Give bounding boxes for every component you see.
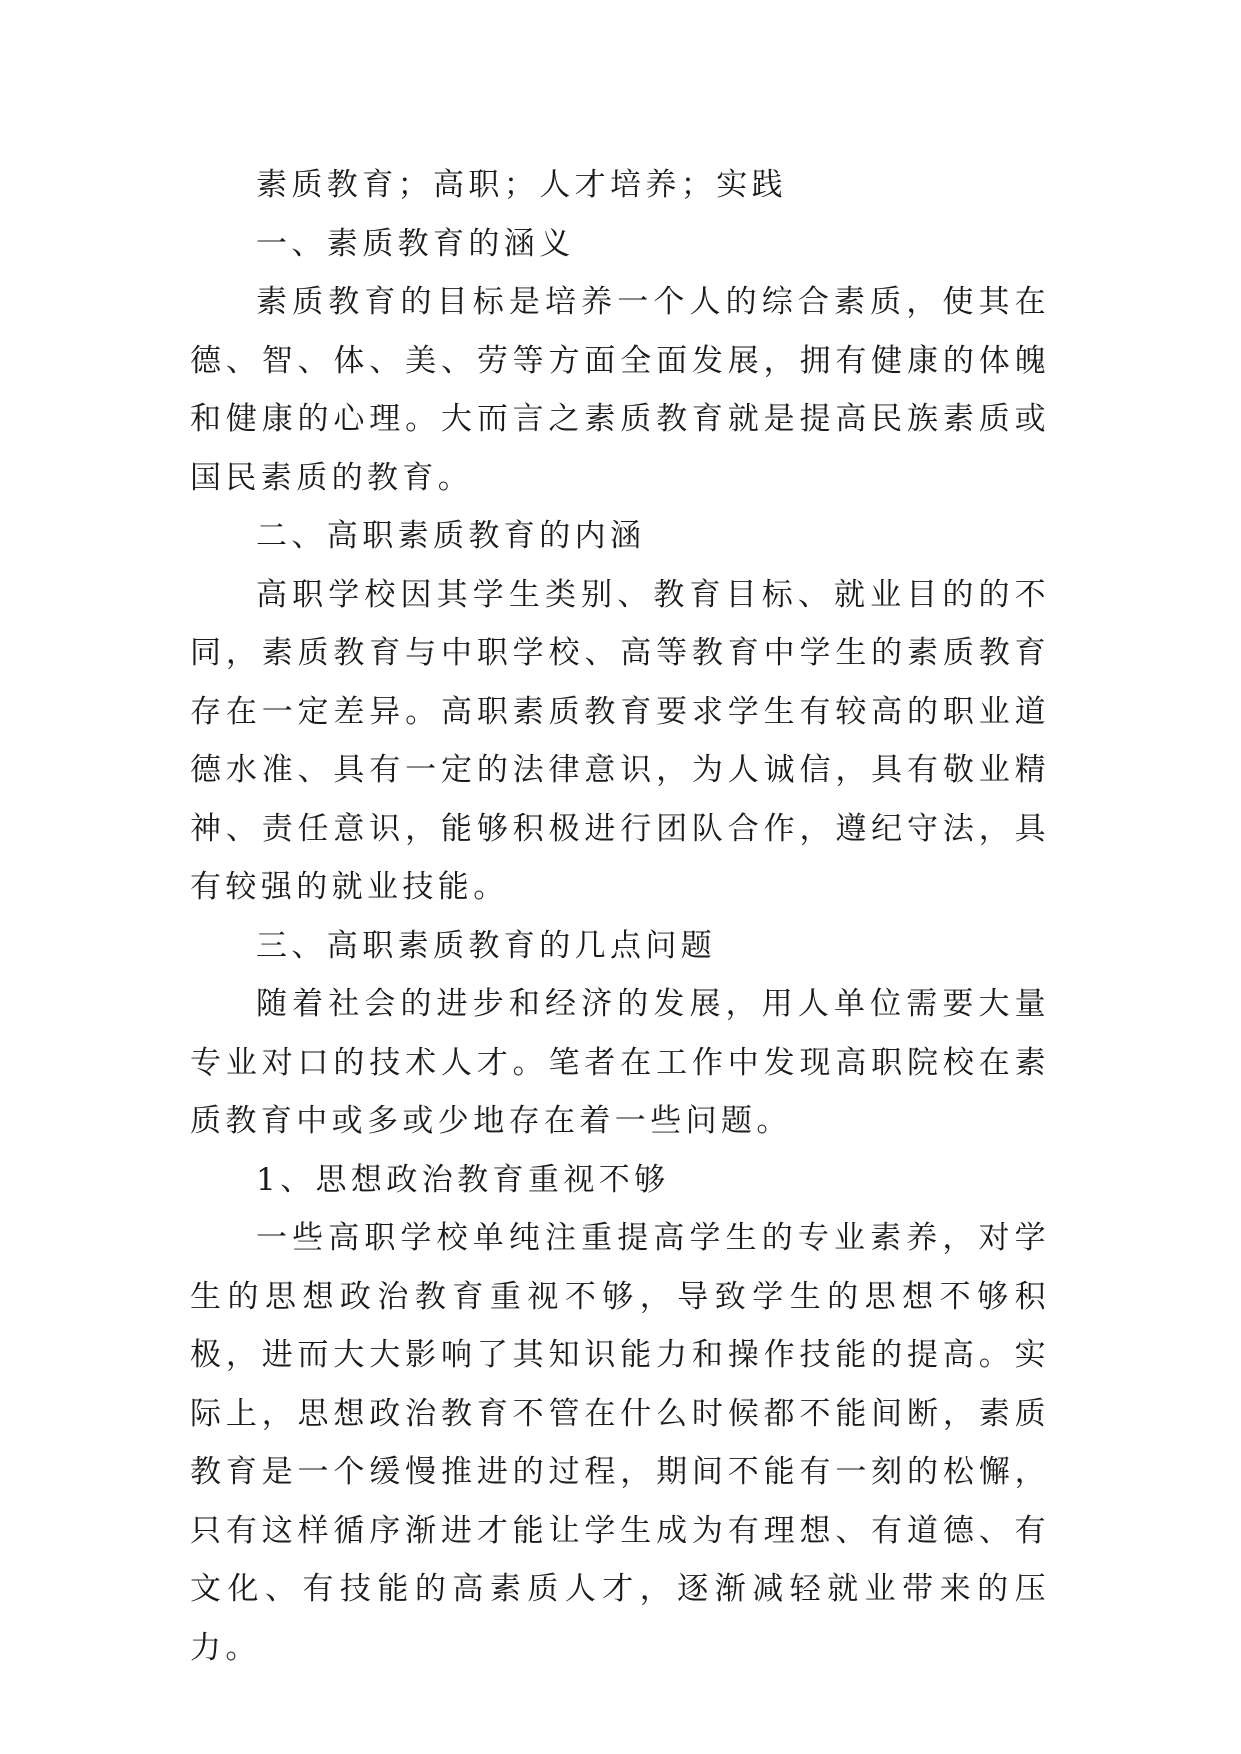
- section-heading-meaning: 一、素质教育的涵义: [256, 225, 575, 262]
- keywords-line: 素质教育；高职；人才培养；实践: [256, 167, 787, 203]
- subheading-ideological-education: 1、思想政治教育重视不够: [256, 1161, 670, 1198]
- section-heading-connotation: 二、高职素质教育的内涵: [256, 518, 646, 554]
- paragraph-connotation: 高职学校因其学生类别、教育目标、就业目的的不同，素质教育与中职学校、高等教育中学生的素质教育存在一定差异。高职素质教育要求学生有较高的职业道德水准、具有一定的法律意识，为人诚信，具有敬业精神、责任意识，能够积极进行团队合作，遵纪守法，具有较强的就业技能。: [190, 576, 1050, 905]
- document-body: [190, 156, 1050, 1677]
- paragraph-problems: 随着社会的进步和经济的发展，用人单位需要大量专业对口的技术人才。笔者在工作中发现高职院校在素质教育中或多或少地存在着一些问题。: [190, 986, 1050, 1139]
- paragraph-ideological-education: 一些高职学校单纯注重提高学生的专业素养，对学生的思想政治教育重视不够，导致学生的思想不够积极，进而大大影响了其知识能力和操作技能的提高。实际上，思想政治教育不管在什么时候都不能间断，素质教育是一个缓慢推进的过程，期间不能有一刻的松懈，只有这样循序渐进才能让学生成为有理想、有道德、有文化、有技能的高素质人才，逐渐减轻就业带来的压力。: [190, 1220, 1050, 1666]
- section-heading-problems: 三、高职素质教育的几点问题: [256, 927, 717, 964]
- paragraph-meaning: 素质教育的目标是培养一个人的综合素质，使其在德、智、体、美、劳等方面全面发展，拥有健康的体魄和健康的心理。大而言之素质教育就是提高民族素质或国民素质的教育。: [190, 284, 1050, 496]
